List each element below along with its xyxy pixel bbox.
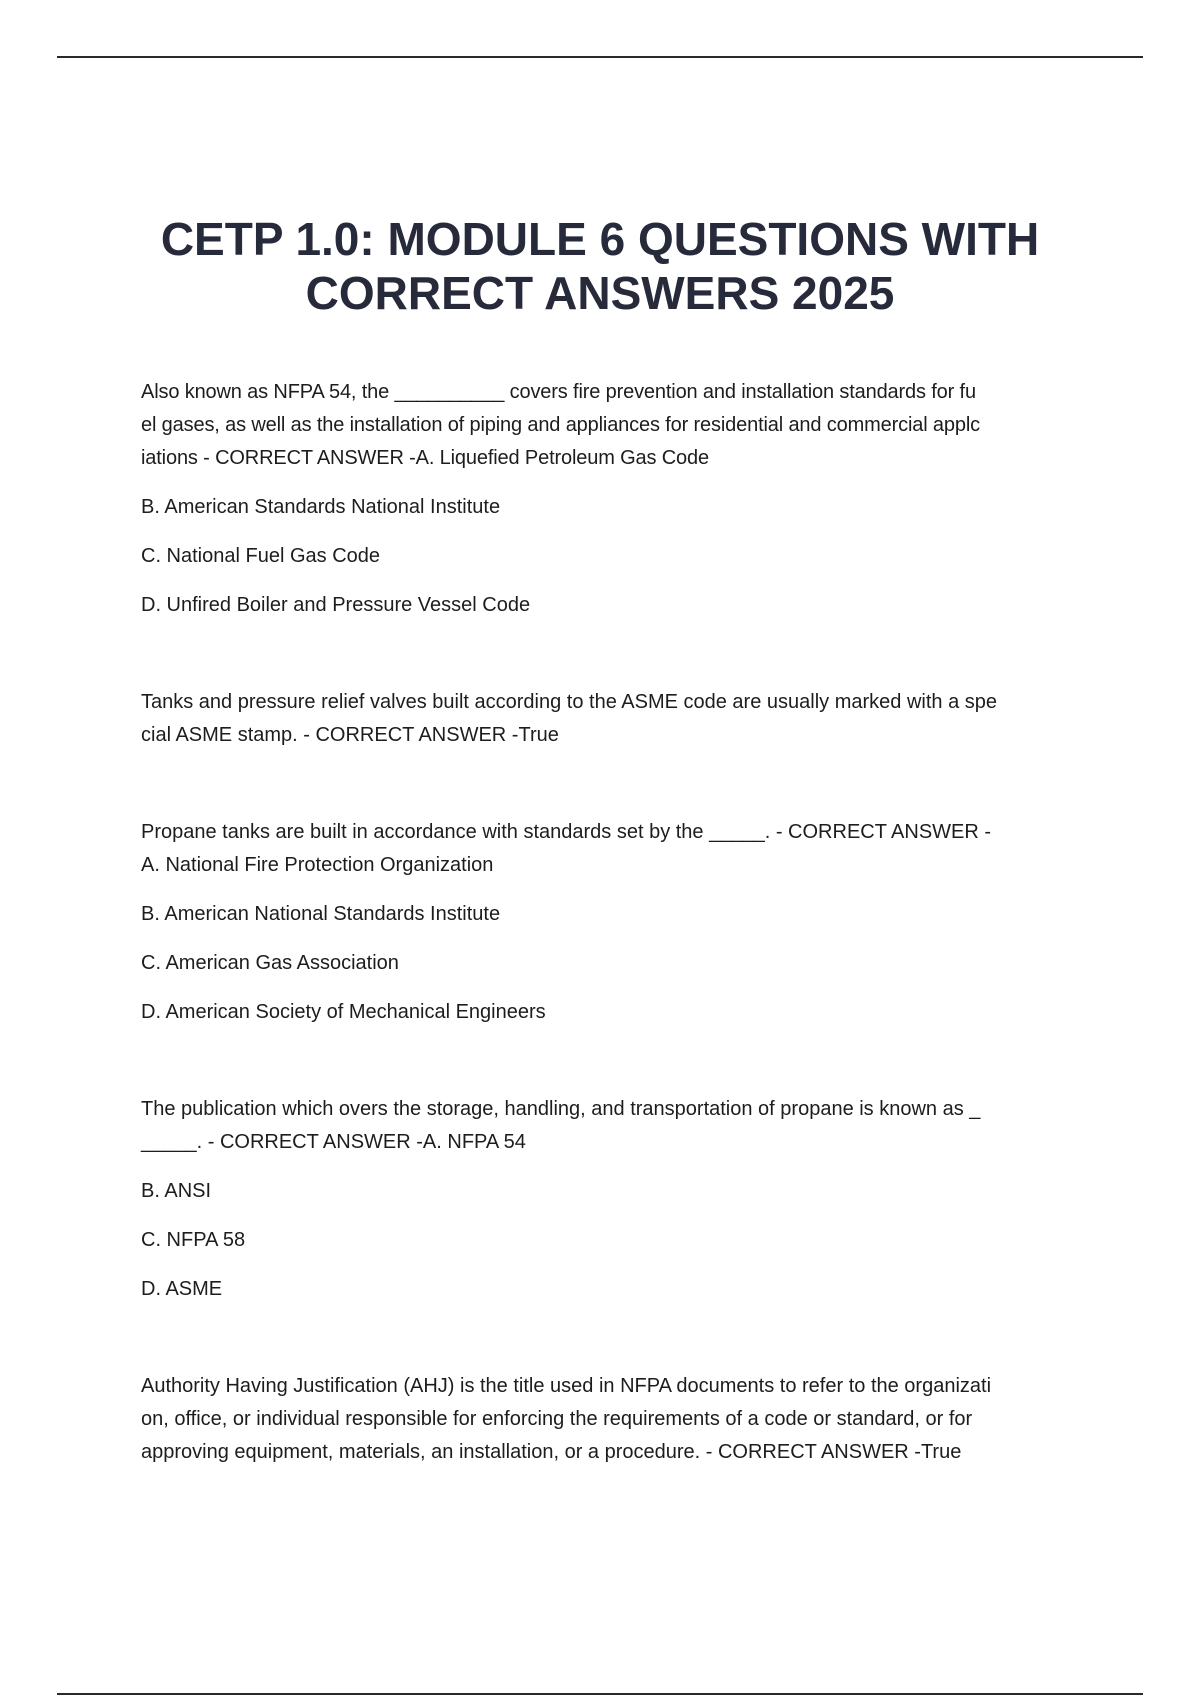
- answer-option: B. American National Standards Institute: [141, 903, 501, 925]
- question-list: [141, 376, 1071, 1469]
- answer-option: D. ASME: [141, 1278, 223, 1300]
- question-text: Also known as NFPA 54, the __________ covers fire prevention and installation standards for fu el gases, as well as the installation of piping and appliances for residential and commercial applc iations - CORRECT ANSWER -A. Liquefied Petroleum Gas Code: [141, 381, 980, 469]
- question-block-5: [141, 1370, 1071, 1469]
- answer-option: B. ANSI: [141, 1180, 212, 1202]
- document-title-line-2: CORRECT ANSWERS 2025: [305, 267, 895, 319]
- answer-option: D. Unfired Boiler and Pressure Vessel Code: [141, 594, 531, 616]
- question-block-4: [141, 1093, 1071, 1306]
- answer-option: C. National Fuel Gas Code: [141, 545, 381, 567]
- question-text: The publication which overs the storage, handling, and transportation of propane is known as _ _____. - CORRECT ANSWER -A. NFPA 54: [141, 1098, 981, 1153]
- document-title: [100, 212, 1100, 320]
- question-text: Propane tanks are built in accordance with standards set by the _____. - CORRECT ANSWER - A. National Fire Protection Organization: [141, 821, 992, 876]
- question-text: Authority Having Justification (AHJ) is the title used in NFPA documents to refer to the organizati on, office, or individual responsible for enforcing the requirements of a code or standard, or for approving equipment, materials, an installation, or a procedure. - CORRECT ANSWER -True: [141, 1375, 992, 1463]
- question-block-1: [141, 376, 1071, 622]
- question-block-3: [141, 816, 1071, 1029]
- question-block-2: [141, 686, 1071, 752]
- document-title-line-1: CETP 1.0: MODULE 6 QUESTIONS WITH: [160, 213, 1040, 265]
- answer-option: D. American Society of Mechanical Engineers: [141, 1001, 546, 1023]
- answer-option: C. American Gas Association: [141, 952, 399, 974]
- top-rule: [57, 56, 1143, 58]
- answer-option: C. NFPA 58: [141, 1229, 246, 1251]
- question-text: Tanks and pressure relief valves built according to the ASME code are usually marked with a spe cial ASME stamp. - CORRECT ANSWER -True: [141, 691, 997, 746]
- bottom-rule: [57, 1693, 1143, 1695]
- answer-option: B. American Standards National Institute: [141, 496, 501, 518]
